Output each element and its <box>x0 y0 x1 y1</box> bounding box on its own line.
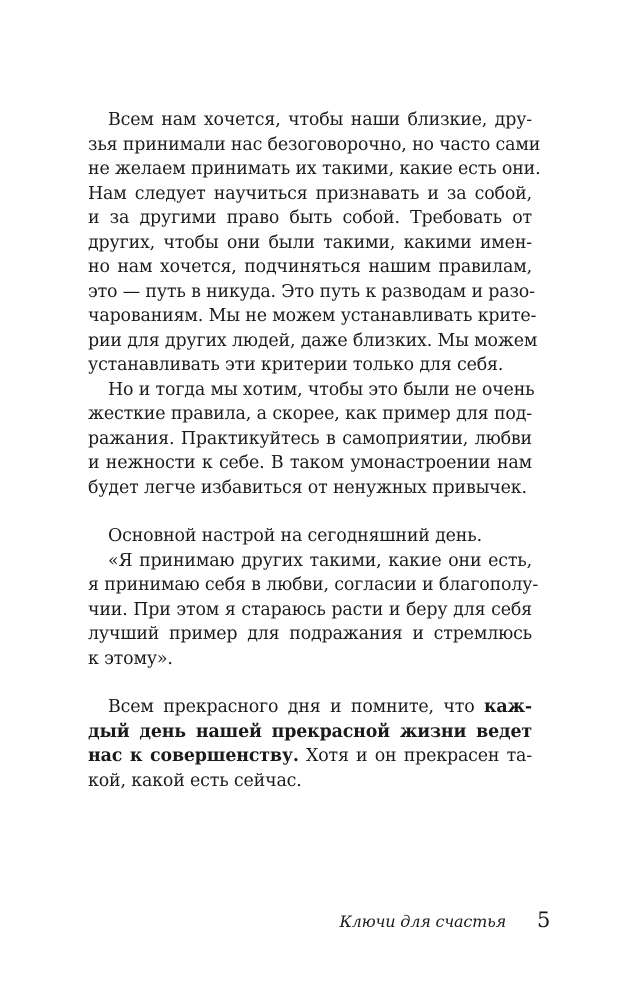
page-number: 5 <box>537 908 551 932</box>
text-line: это — путь в никуда. Это путь к разводам и разо- <box>88 281 535 302</box>
paragraph-5 <box>88 695 532 793</box>
text-line: Основной настрой на сегодняшний день. <box>108 526 482 546</box>
text-line: рии для других людей, даже близких. Мы можем <box>88 330 538 351</box>
text-line: кой, какой есть сейчас. <box>88 770 302 791</box>
text-line: ражания. Практикуйтесь в самоприятии, любви <box>88 428 532 449</box>
text-line <box>88 695 532 720</box>
bold-text: дый день нашей прекрасной жизни ведет <box>88 721 532 742</box>
text-line: Но и тогда мы хотим, чтобы это были не очень <box>108 379 535 400</box>
text-run: Хотя и он прекрасен та- <box>298 746 532 766</box>
bold-text: каж- <box>483 697 532 717</box>
text-line: чарованиям. Мы не можем устанавливать крите- <box>88 306 537 326</box>
paragraph-2 <box>88 378 535 501</box>
text-line: устанавливать эти критерии только для себя. <box>88 355 504 375</box>
text-line: Нам следует научиться признавать и за собой, <box>88 183 532 204</box>
text-line: и нежности к себе. В таком умонастроении нам <box>88 453 532 473</box>
text-line: зья принимали нас безоговорочно, но часто сами <box>88 134 541 155</box>
paragraph-3 <box>88 524 532 549</box>
body-text <box>88 108 541 793</box>
text-line <box>88 720 532 745</box>
paragraph-1 <box>88 108 541 378</box>
text-line: лучший пример для подражания и стремлюсь <box>88 624 532 644</box>
text-line: других, чтобы они были такими, какими имен- <box>88 232 532 253</box>
page-footer <box>0 908 618 938</box>
text-line: «Я принимаю других такими, какие они есть, <box>108 550 532 571</box>
bold-text: нас к совершенству. <box>88 746 299 766</box>
paragraph-gap <box>88 500 532 524</box>
text-line: чии. При этом я стараюсь расти и беру для себя <box>88 599 532 620</box>
text-line <box>88 744 532 769</box>
text-line: я принимаю себя в любви, согласии и благополу- <box>88 575 539 595</box>
text-line: не желаем принимать их такими, какие есть они. <box>88 159 541 179</box>
text-line: будет легче избавиться от ненужных привычек. <box>88 477 527 498</box>
text-line: жесткие правила, а скорее, как пример для под- <box>88 404 532 424</box>
text-line: но нам хочется, подчиняться нашим правилам, <box>88 257 532 277</box>
paragraph-gap <box>88 671 532 695</box>
running-title: Ключи для счастья <box>339 912 506 931</box>
text-line: Всем нам хочется, чтобы наши близкие, дру- <box>108 110 532 130</box>
paragraph-4-affirmation <box>88 549 539 672</box>
text-line: к этому». <box>88 648 173 669</box>
text-run: Всем прекрасного дня и помните, что <box>108 697 484 717</box>
text-line: и за другими право быть собой. Требовать от <box>88 208 532 228</box>
